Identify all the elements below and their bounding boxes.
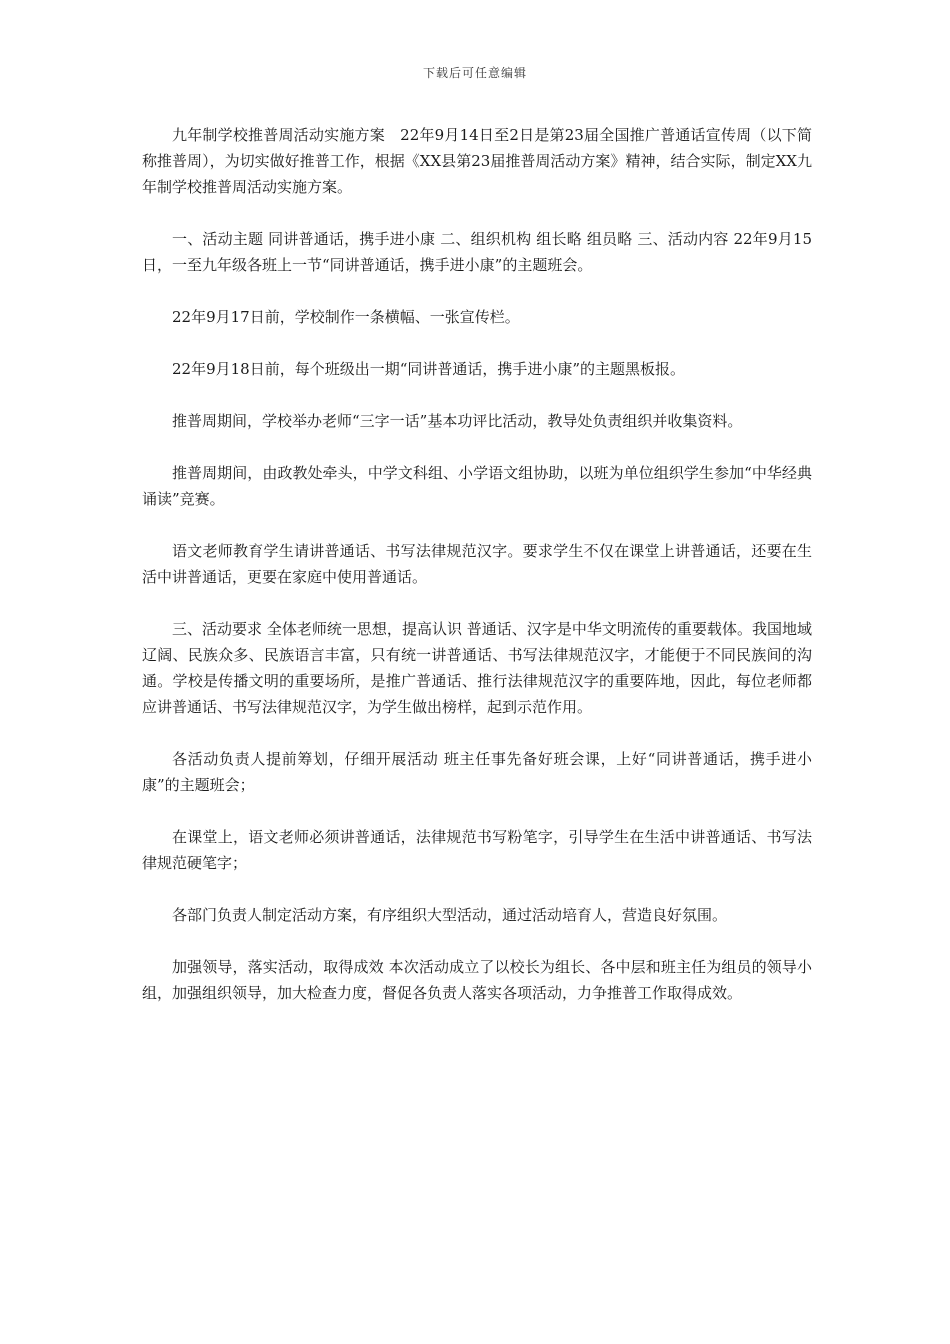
paragraph-planning: 各活动负责人提前筹划，仔细开展活动 班主任事先备好班会课，上好“同讲普通话，携手进小康”的主题班会； [142,750,812,794]
paragraph-intro: 九年制学校推普周活动实施方案 22年9月14日至2日是第23届全国推广普通话宣传周（以下简称推普周），为切实做好推普工作，根据《XX县第23届推普周活动方案》精神，结合实际，制定XX九年制学校推普周活动实施方案。 [142,126,812,196]
paragraph-banner: 22年9月17日前，学校制作一条横幅、一张宣传栏。 [172,308,520,326]
page-header: 下载后可任意编辑 [422,66,527,80]
paragraph-requirements: 三、活动要求 全体老师统一思想，提高认识 普通话、汉字是中华文明流传的重要载体。我国地域辽阔、民族众多、民族语言丰富，只有统一讲普通话、书写法律规范汉字，才能便于不同民族间的沟通。学校是传播文明的重要场所，是推广普通话、推行法律规范汉字的重要阵地，因此，每位老师都应讲普通话、书写法律规范汉字，为学生做出榜样，起到示范作用。 [142,620,812,716]
paragraph-classroom: 在课堂上，语文老师必须讲普通话，法律规范书写粉笔字，引导学生在生活中讲普通话、书写法律规范硬笔字； [142,828,812,872]
paragraph-theme-organization-content: 一、活动主题 同讲普通话，携手进小康 二、组织机构 组长略 组员略 三、活动内容 22年9月15日，一至九年级各班上一节“同讲普通话，携手进小康”的主题班会。 [142,230,812,274]
paragraph-leadership: 加强领导，落实活动，取得成效 本次活动成立了以校长为组长、各中层和班主任为组员的领导小组，加强组织领导，加大检查力度，督促各负责人落实各项活动，力争推普工作取得成效。 [142,958,812,1002]
document-body [142,122,812,1032]
paragraph-teacher-contest: 推普周期间，学校举办老师“三字一话”基本功评比活动，教导处负责组织并收集资料。 [172,412,743,430]
paragraph-blackboard: 22年9月18日前，每个班级出一期“同讲普通话，携手进小康”的主题黑板报。 [172,360,686,378]
paragraph-departments: 各部门负责人制定活动方案，有序组织大型活动，通过活动培育人，营造良好氛围。 [172,906,728,924]
paragraph-chinese-teachers: 语文老师教育学生请讲普通话、书写法律规范汉字。要求学生不仅在课堂上讲普通话，还要在生活中讲普通话，更要在家庭中使用普通话。 [142,542,812,586]
paragraph-classics-reading: 推普周期间，由政教处牵头，中学文科组、小学语文组协助，以班为单位组织学生参加“中华经典诵读”竞赛。 [142,464,812,508]
